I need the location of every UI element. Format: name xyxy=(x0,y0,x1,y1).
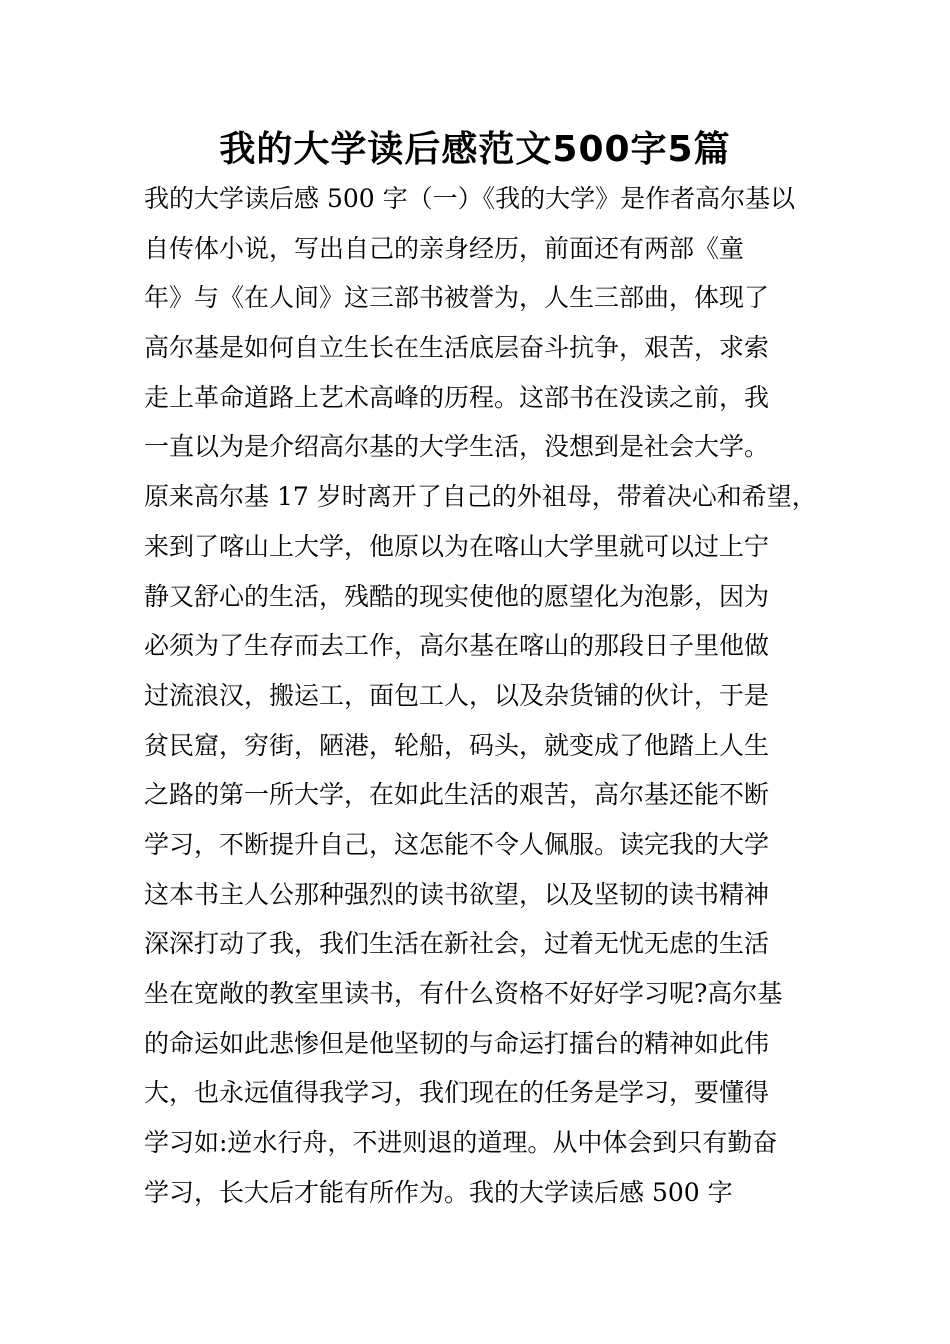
body-line: 贫民窟，穷街，陋港，轮船，码头，就变成了他踏上人生 xyxy=(144,730,770,760)
body-line: 过流浪汉，搬运工，面包工人，以及杂货铺的伙计，于是 xyxy=(144,680,770,710)
document-title: 我的大学读后感范文500字5篇 xyxy=(219,129,731,170)
body-line: 坐在宽敞的教室里读书，有什么资格不好好学习呢?高尔基 xyxy=(144,979,783,1008)
body-line: 我的大学读后感 500 字（一）《我的大学》是作者高尔基以 xyxy=(144,184,796,213)
body-line: 静又舒心的生活，残酷的现实使他的愿望化为泡影，因为 xyxy=(144,581,770,611)
body-line: 学习如:逆水行舟，不进则退的道理。从中体会到只有勤奋 xyxy=(144,1128,778,1158)
body-line: 学习，不断提升自己，这怎能不令人佩服。读完我的大学 xyxy=(144,829,770,859)
body-line: 大，也永远值得我学习，我们现在的任务是学习，要懂得 xyxy=(144,1078,770,1108)
body-line: 学习，长大后才能有所作为。我的大学读后感 500 字 xyxy=(144,1177,733,1207)
body-line: 一直以为是介绍高尔基的大学生活，没想到是社会大学。 xyxy=(144,432,770,462)
body-line: 必须为了生存而去工作，高尔基在喀山的那段日子里他做 xyxy=(144,631,770,661)
body-line: 原来高尔基 17 岁时离开了自己的外祖母，带着决心和希望， xyxy=(144,482,817,512)
body-line: 这本书主人公那种强烈的读书欲望，以及坚韧的读书精神 xyxy=(144,879,770,909)
body-line: 高尔基是如何自立生长在生活底层奋斗抗争，艰苦，求索 xyxy=(144,333,770,363)
body-line: 来到了喀山上大学，他原以为在喀山大学里就可以过上宁 xyxy=(144,531,770,561)
body-line: 深深打动了我，我们生活在新社会，过着无忧无虑的生活 xyxy=(144,929,770,959)
body-line: 之路的第一所大学，在如此生活的艰苦，高尔基还能不断 xyxy=(144,780,770,810)
body-line: 走上革命道路上艺术高峰的历程。这部书在没读之前，我 xyxy=(144,382,770,412)
body-line: 年》与《在人间》这三部书被誉为，人生三部曲，体现了 xyxy=(144,283,770,313)
document-body xyxy=(144,174,844,1217)
body-line: 自传体小说，写出自己的亲身经历，前面还有两部《童 xyxy=(144,233,745,263)
body-line: 的命运如此悲惨但是他坚韧的与命运打擂台的精神如此伟 xyxy=(144,1028,770,1058)
